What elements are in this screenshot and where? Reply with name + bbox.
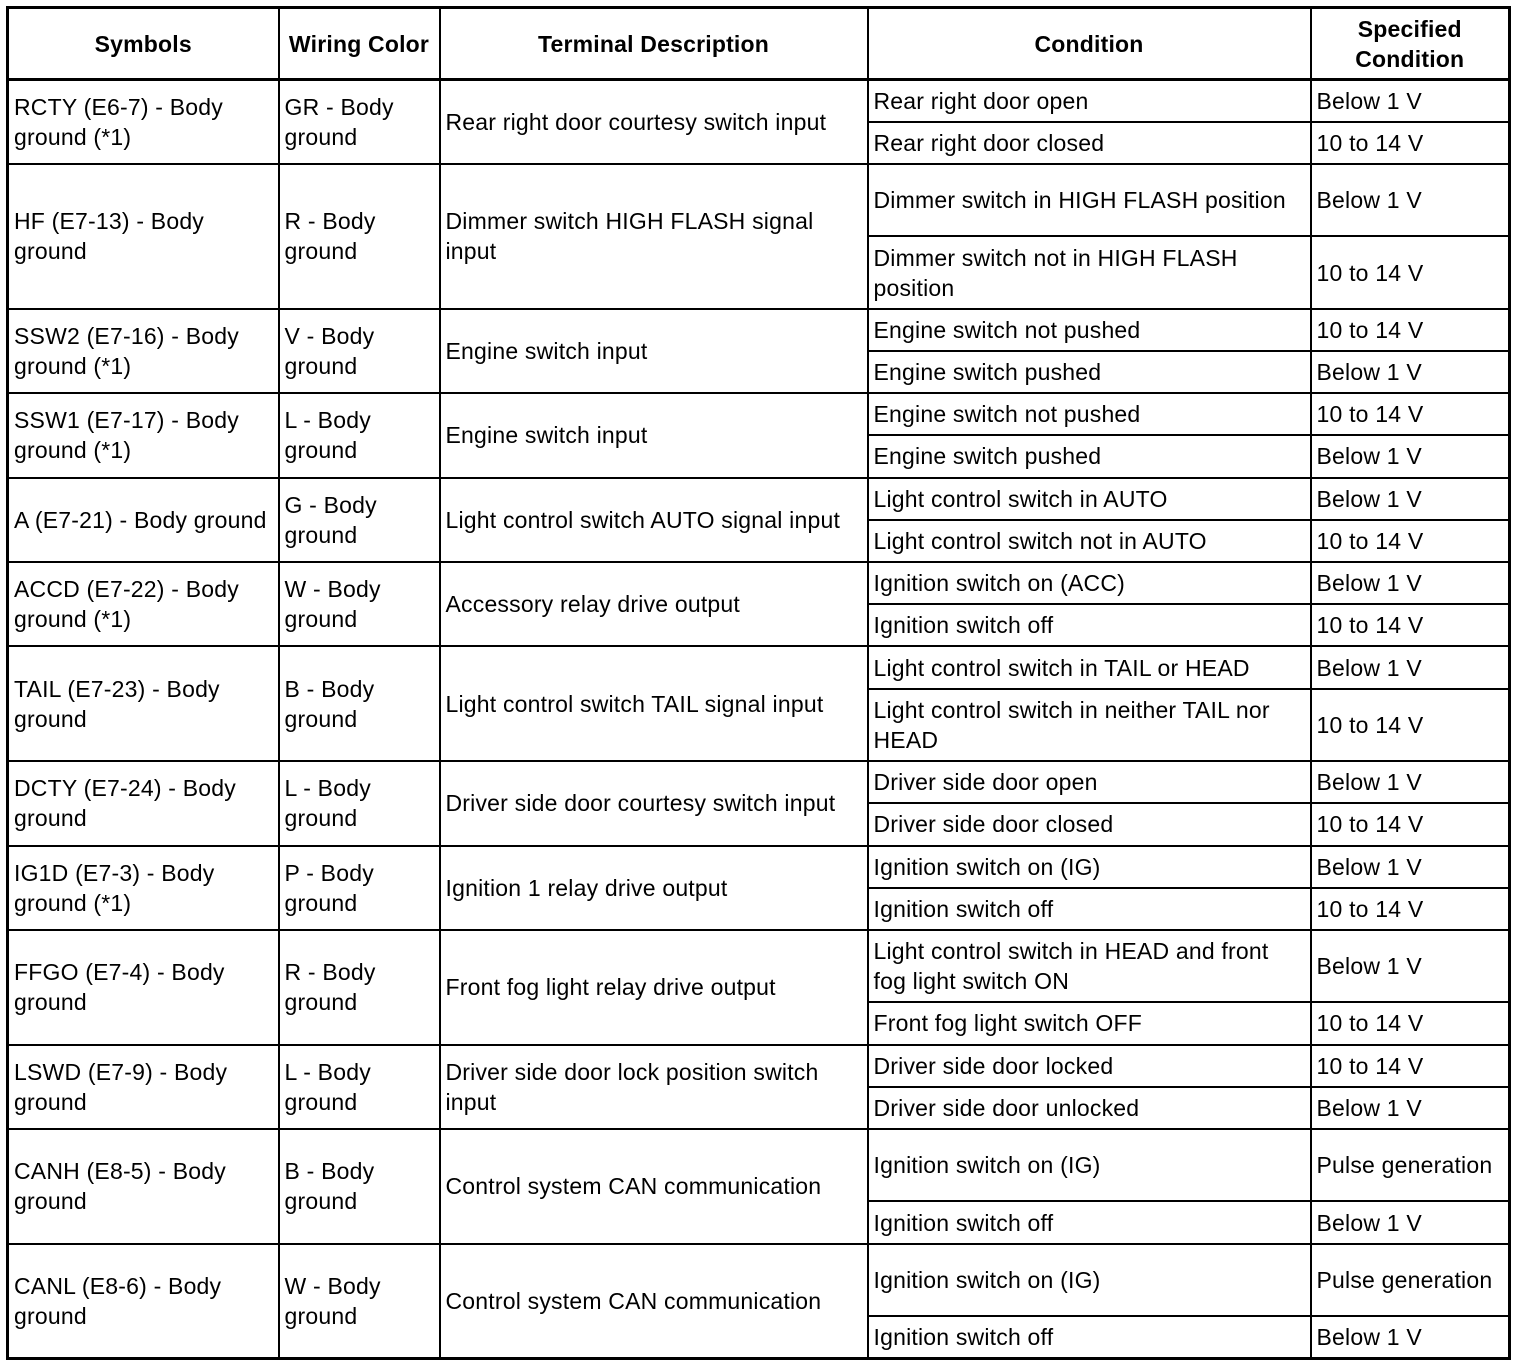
wiring-color-cell: W - Body ground [279,1244,440,1359]
wiring-color-cell: R - Body ground [279,930,440,1045]
symbol-cell: IG1D (E7-3) - Body ground (*1) [8,846,279,930]
condition-cell: Light control switch in neither TAIL nor HEAD [868,689,1311,761]
condition-cell: Engine switch pushed [868,435,1311,477]
table-row [8,164,1510,236]
specified-condition-cell: Below 1 V [1311,80,1510,122]
condition-cell: Ignition switch on (IG) [868,1244,1311,1316]
wiring-color-cell: GR - Body ground [279,80,440,164]
table-row [8,562,1510,604]
wiring-color-cell: P - Body ground [279,846,440,930]
specified-condition-cell: Below 1 V [1311,164,1510,236]
condition-cell: Ignition switch off [868,1316,1311,1359]
condition-cell: Rear right door open [868,80,1311,122]
wiring-color-cell: R - Body ground [279,164,440,309]
specified-condition-cell: Pulse generation [1311,1244,1510,1316]
terminal-description-cell: Light control switch TAIL signal input [440,646,868,761]
table-row [8,1045,1510,1087]
specified-condition-cell: Below 1 V [1311,761,1510,803]
specified-condition-cell: Below 1 V [1311,930,1510,1002]
terminal-description-cell: Engine switch input [440,393,868,477]
terminal-description-cell: Rear right door courtesy switch input [440,80,868,164]
specified-condition-cell: Below 1 V [1311,846,1510,888]
wiring-color-cell: B - Body ground [279,646,440,761]
condition-cell: Ignition switch on (IG) [868,846,1311,888]
terminal-spec-table [6,6,1511,1360]
symbol-cell: RCTY (E6-7) - Body ground (*1) [8,80,279,164]
table-row [8,393,1510,435]
condition-cell: Engine switch not pushed [868,393,1311,435]
condition-cell: Light control switch not in AUTO [868,520,1311,562]
condition-cell: Driver side door closed [868,803,1311,845]
wiring-color-cell: G - Body ground [279,478,440,562]
symbol-cell: FFGO (E7-4) - Body ground [8,930,279,1045]
table-row [8,1129,1510,1201]
terminal-description-cell: Driver side door lock position switch input [440,1045,868,1129]
terminal-description-cell: Dimmer switch HIGH FLASH signal input [440,164,868,309]
condition-cell: Driver side door locked [868,1045,1311,1087]
specified-condition-cell: 10 to 14 V [1311,236,1510,308]
terminal-description-cell: Front fog light relay drive output [440,930,868,1045]
symbol-cell: CANL (E8-6) - Body ground [8,1244,279,1359]
terminal-description-cell: Control system CAN communication [440,1129,868,1244]
condition-cell: Front fog light switch OFF [868,1002,1311,1044]
table-row [8,1244,1510,1316]
header-wiring-color: Wiring Color [279,8,440,80]
symbol-cell: A (E7-21) - Body ground [8,478,279,562]
symbol-cell: DCTY (E7-24) - Body ground [8,761,279,845]
specified-condition-cell: 10 to 14 V [1311,1045,1510,1087]
wiring-color-cell: L - Body ground [279,761,440,845]
specified-condition-cell: Below 1 V [1311,646,1510,688]
symbol-cell: TAIL (E7-23) - Body ground [8,646,279,761]
wiring-color-cell: B - Body ground [279,1129,440,1244]
condition-cell: Light control switch in TAIL or HEAD [868,646,1311,688]
symbol-cell: SSW2 (E7-16) - Body ground (*1) [8,309,279,393]
wiring-color-cell: L - Body ground [279,1045,440,1129]
condition-cell: Engine switch not pushed [868,309,1311,351]
condition-cell: Dimmer switch in HIGH FLASH position [868,164,1311,236]
header-condition: Condition [868,8,1311,80]
terminal-description-cell: Driver side door courtesy switch input [440,761,868,845]
condition-cell: Ignition switch off [868,604,1311,646]
specified-condition-cell: 10 to 14 V [1311,1002,1510,1044]
condition-cell: Ignition switch on (IG) [868,1129,1311,1201]
specified-condition-cell: 10 to 14 V [1311,122,1510,164]
condition-cell: Driver side door open [868,761,1311,803]
table-row [8,478,1510,520]
symbol-cell: HF (E7-13) - Body ground [8,164,279,309]
condition-cell: Dimmer switch not in HIGH FLASH position [868,236,1311,308]
symbol-cell: SSW1 (E7-17) - Body ground (*1) [8,393,279,477]
condition-cell: Rear right door closed [868,122,1311,164]
specified-condition-cell: 10 to 14 V [1311,803,1510,845]
specified-condition-cell: 10 to 14 V [1311,689,1510,761]
condition-cell: Ignition switch off [868,888,1311,930]
table-body [8,80,1510,1359]
condition-cell: Ignition switch on (ACC) [868,562,1311,604]
specified-condition-cell: 10 to 14 V [1311,309,1510,351]
specified-condition-cell: Below 1 V [1311,1316,1510,1359]
terminal-description-cell: Engine switch input [440,309,868,393]
table-row [8,761,1510,803]
wiring-color-cell: L - Body ground [279,393,440,477]
condition-cell: Light control switch in HEAD and front fog light switch ON [868,930,1311,1002]
terminal-description-cell: Control system CAN communication [440,1244,868,1359]
symbol-cell: LSWD (E7-9) - Body ground [8,1045,279,1129]
specified-condition-cell: Below 1 V [1311,478,1510,520]
specified-condition-cell: 10 to 14 V [1311,520,1510,562]
wiring-color-cell: W - Body ground [279,562,440,646]
specified-condition-cell: 10 to 14 V [1311,888,1510,930]
specified-condition-cell: Below 1 V [1311,351,1510,393]
terminal-description-cell: Ignition 1 relay drive output [440,846,868,930]
table-row [8,309,1510,351]
specified-condition-cell: 10 to 14 V [1311,604,1510,646]
table-row [8,930,1510,1002]
header-terminal-description: Terminal Description [440,8,868,80]
symbol-cell: CANH (E8-5) - Body ground [8,1129,279,1244]
specified-condition-cell: Below 1 V [1311,1201,1510,1243]
wiring-color-cell: V - Body ground [279,309,440,393]
table-row [8,80,1510,122]
header-specified-condition: Specified Condition [1311,8,1510,80]
table-row [8,846,1510,888]
specified-condition-cell: Below 1 V [1311,562,1510,604]
terminal-description-cell: Light control switch AUTO signal input [440,478,868,562]
table-row [8,646,1510,688]
terminal-description-cell: Accessory relay drive output [440,562,868,646]
specified-condition-cell: 10 to 14 V [1311,393,1510,435]
specified-condition-cell: Below 1 V [1311,435,1510,477]
condition-cell: Driver side door unlocked [868,1087,1311,1129]
specified-condition-cell: Below 1 V [1311,1087,1510,1129]
condition-cell: Engine switch pushed [868,351,1311,393]
condition-cell: Ignition switch off [868,1201,1311,1243]
header-symbols: Symbols [8,8,279,80]
header-row [8,8,1510,80]
specified-condition-cell: Pulse generation [1311,1129,1510,1201]
symbol-cell: ACCD (E7-22) - Body ground (*1) [8,562,279,646]
condition-cell: Light control switch in AUTO [868,478,1311,520]
